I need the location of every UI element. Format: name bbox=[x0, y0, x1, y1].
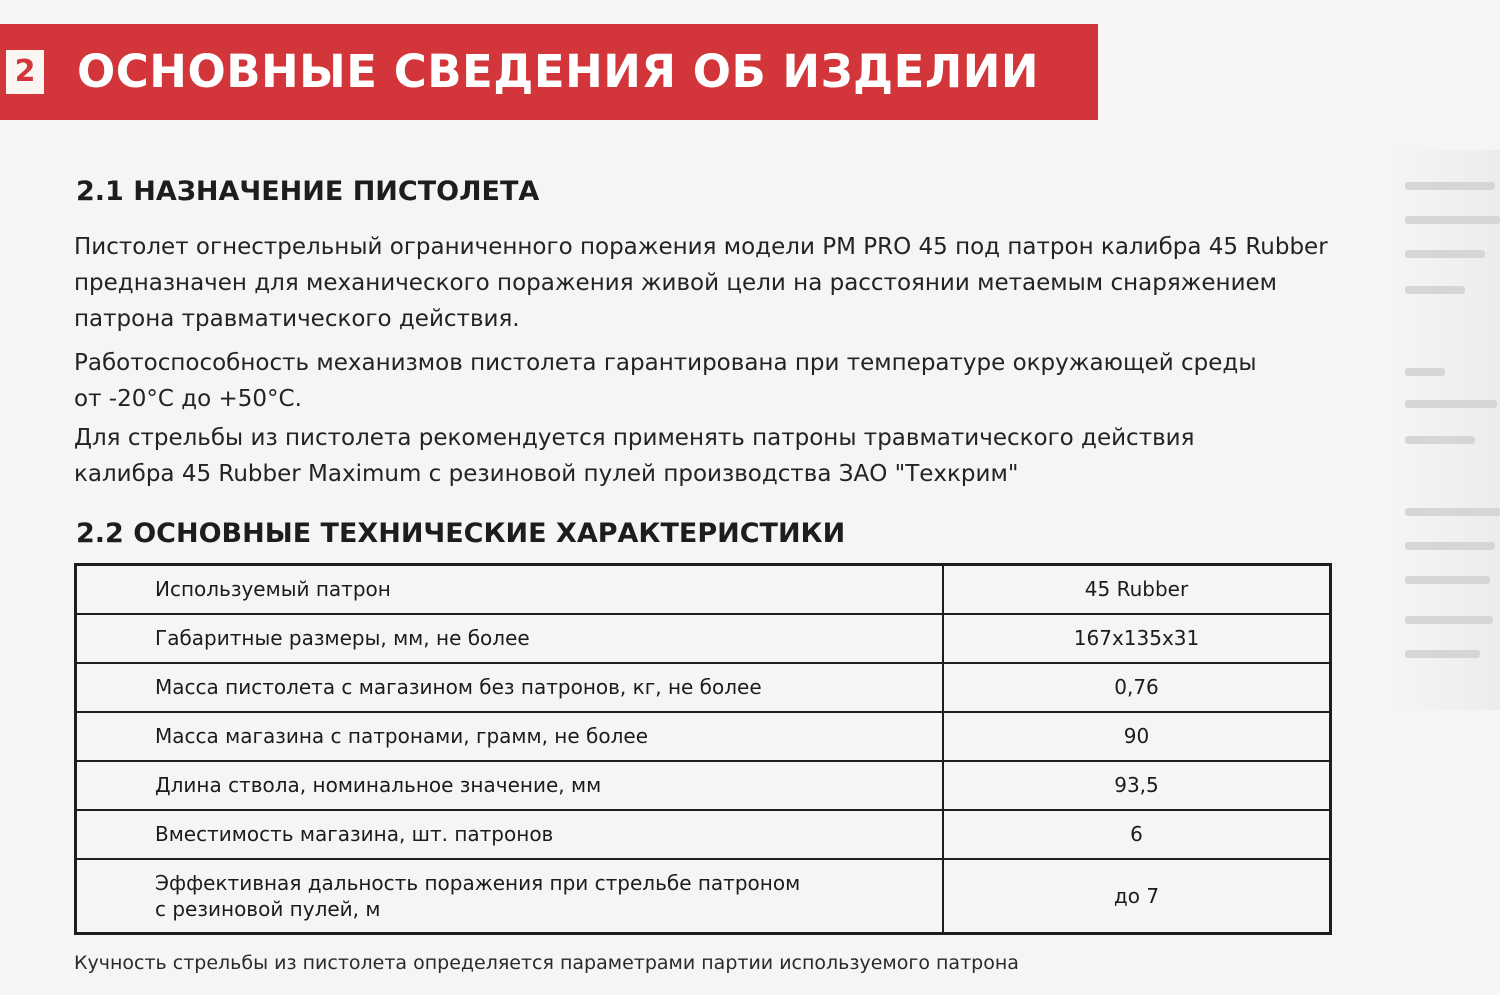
purpose-paragraph-2 bbox=[74, 345, 1256, 417]
section-number-badge: 2 bbox=[6, 50, 44, 94]
spec-value: до 7 bbox=[943, 859, 1331, 934]
text-line: от -20°С до +50°С. bbox=[74, 386, 302, 412]
accuracy-note: Кучность стрельбы из пистолета определяется параметрами партии используемого патрона bbox=[74, 952, 1019, 974]
facing-page-bleed bbox=[1395, 150, 1500, 710]
table-row bbox=[76, 614, 1331, 663]
spec-label-line: Габаритные размеры, мм, не более bbox=[155, 626, 530, 650]
spec-label bbox=[76, 810, 944, 859]
spec-value: 90 bbox=[943, 712, 1331, 761]
table-row bbox=[76, 761, 1331, 810]
text-line: калибра 45 Rubber Maximum с резиновой пулей производства ЗАО "Техкрим" bbox=[74, 461, 1019, 487]
specs-heading: 2.2 ОСНОВНЫЕ ТЕХНИЧЕСКИЕ ХАРАКТЕРИСТИКИ bbox=[76, 518, 846, 549]
spec-label-line: с резиновой пулей, м bbox=[155, 896, 381, 921]
section-title: ОСНОВНЫЕ СВЕДЕНИЯ ОБ ИЗДЕЛИИ bbox=[77, 45, 1040, 98]
spec-value: 0,76 bbox=[943, 663, 1331, 712]
text-line: патрона травматического действия. bbox=[74, 306, 520, 332]
purpose-heading: 2.1 НАЗНАЧЕНИЕ ПИСТОЛЕТА bbox=[76, 176, 540, 207]
text-line: Пистолет огнестрельный ограниченного поражения модели PM PRO 45 под патрон калибра 45 Rubber bbox=[74, 234, 1328, 260]
spec-label bbox=[76, 712, 944, 761]
table-row bbox=[76, 810, 1331, 859]
spec-label-line: Используемый патрон bbox=[155, 577, 391, 602]
spec-label bbox=[76, 565, 944, 614]
spec-label-line: Вместимость магазина, шт. патронов bbox=[155, 822, 554, 846]
text-line: Работоспособность механизмов пистолета гарантирована при температуре окружающей среды bbox=[74, 350, 1257, 376]
spec-label bbox=[76, 761, 944, 810]
spec-value: 6 bbox=[943, 810, 1331, 859]
spec-label bbox=[76, 614, 944, 663]
spec-value: 93,5 bbox=[943, 761, 1331, 810]
table-row bbox=[76, 859, 1331, 934]
spec-value: 167x135x31 bbox=[943, 614, 1331, 663]
spec-label-line: Эффективная дальность поражения при стрельбе патроном bbox=[155, 870, 801, 895]
spec-label-line: Масса магазина с патронами, грамм, не более bbox=[155, 724, 648, 748]
section-banner bbox=[0, 24, 1098, 120]
spec-label-line: Длина ствола, номинальное значение, мм bbox=[155, 773, 602, 797]
spec-label bbox=[76, 859, 944, 934]
spec-value: 45 Rubber bbox=[943, 565, 1331, 614]
table-row bbox=[76, 663, 1331, 712]
purpose-paragraph-3 bbox=[74, 420, 1194, 492]
spec-label-line: Масса пистолета с магазином без патронов, кг, не более bbox=[155, 675, 762, 699]
spec-label bbox=[76, 663, 944, 712]
text-line: Для стрельбы из пистолета рекомендуется применять патроны травматического действия bbox=[74, 425, 1195, 451]
specs-table bbox=[74, 563, 1332, 935]
text-line: предназначен для механического поражения живой цели на расстоянии метаемым снаряжением bbox=[74, 270, 1278, 296]
table-row bbox=[76, 565, 1331, 614]
table-row bbox=[76, 712, 1331, 761]
purpose-paragraph-1 bbox=[74, 229, 1328, 337]
